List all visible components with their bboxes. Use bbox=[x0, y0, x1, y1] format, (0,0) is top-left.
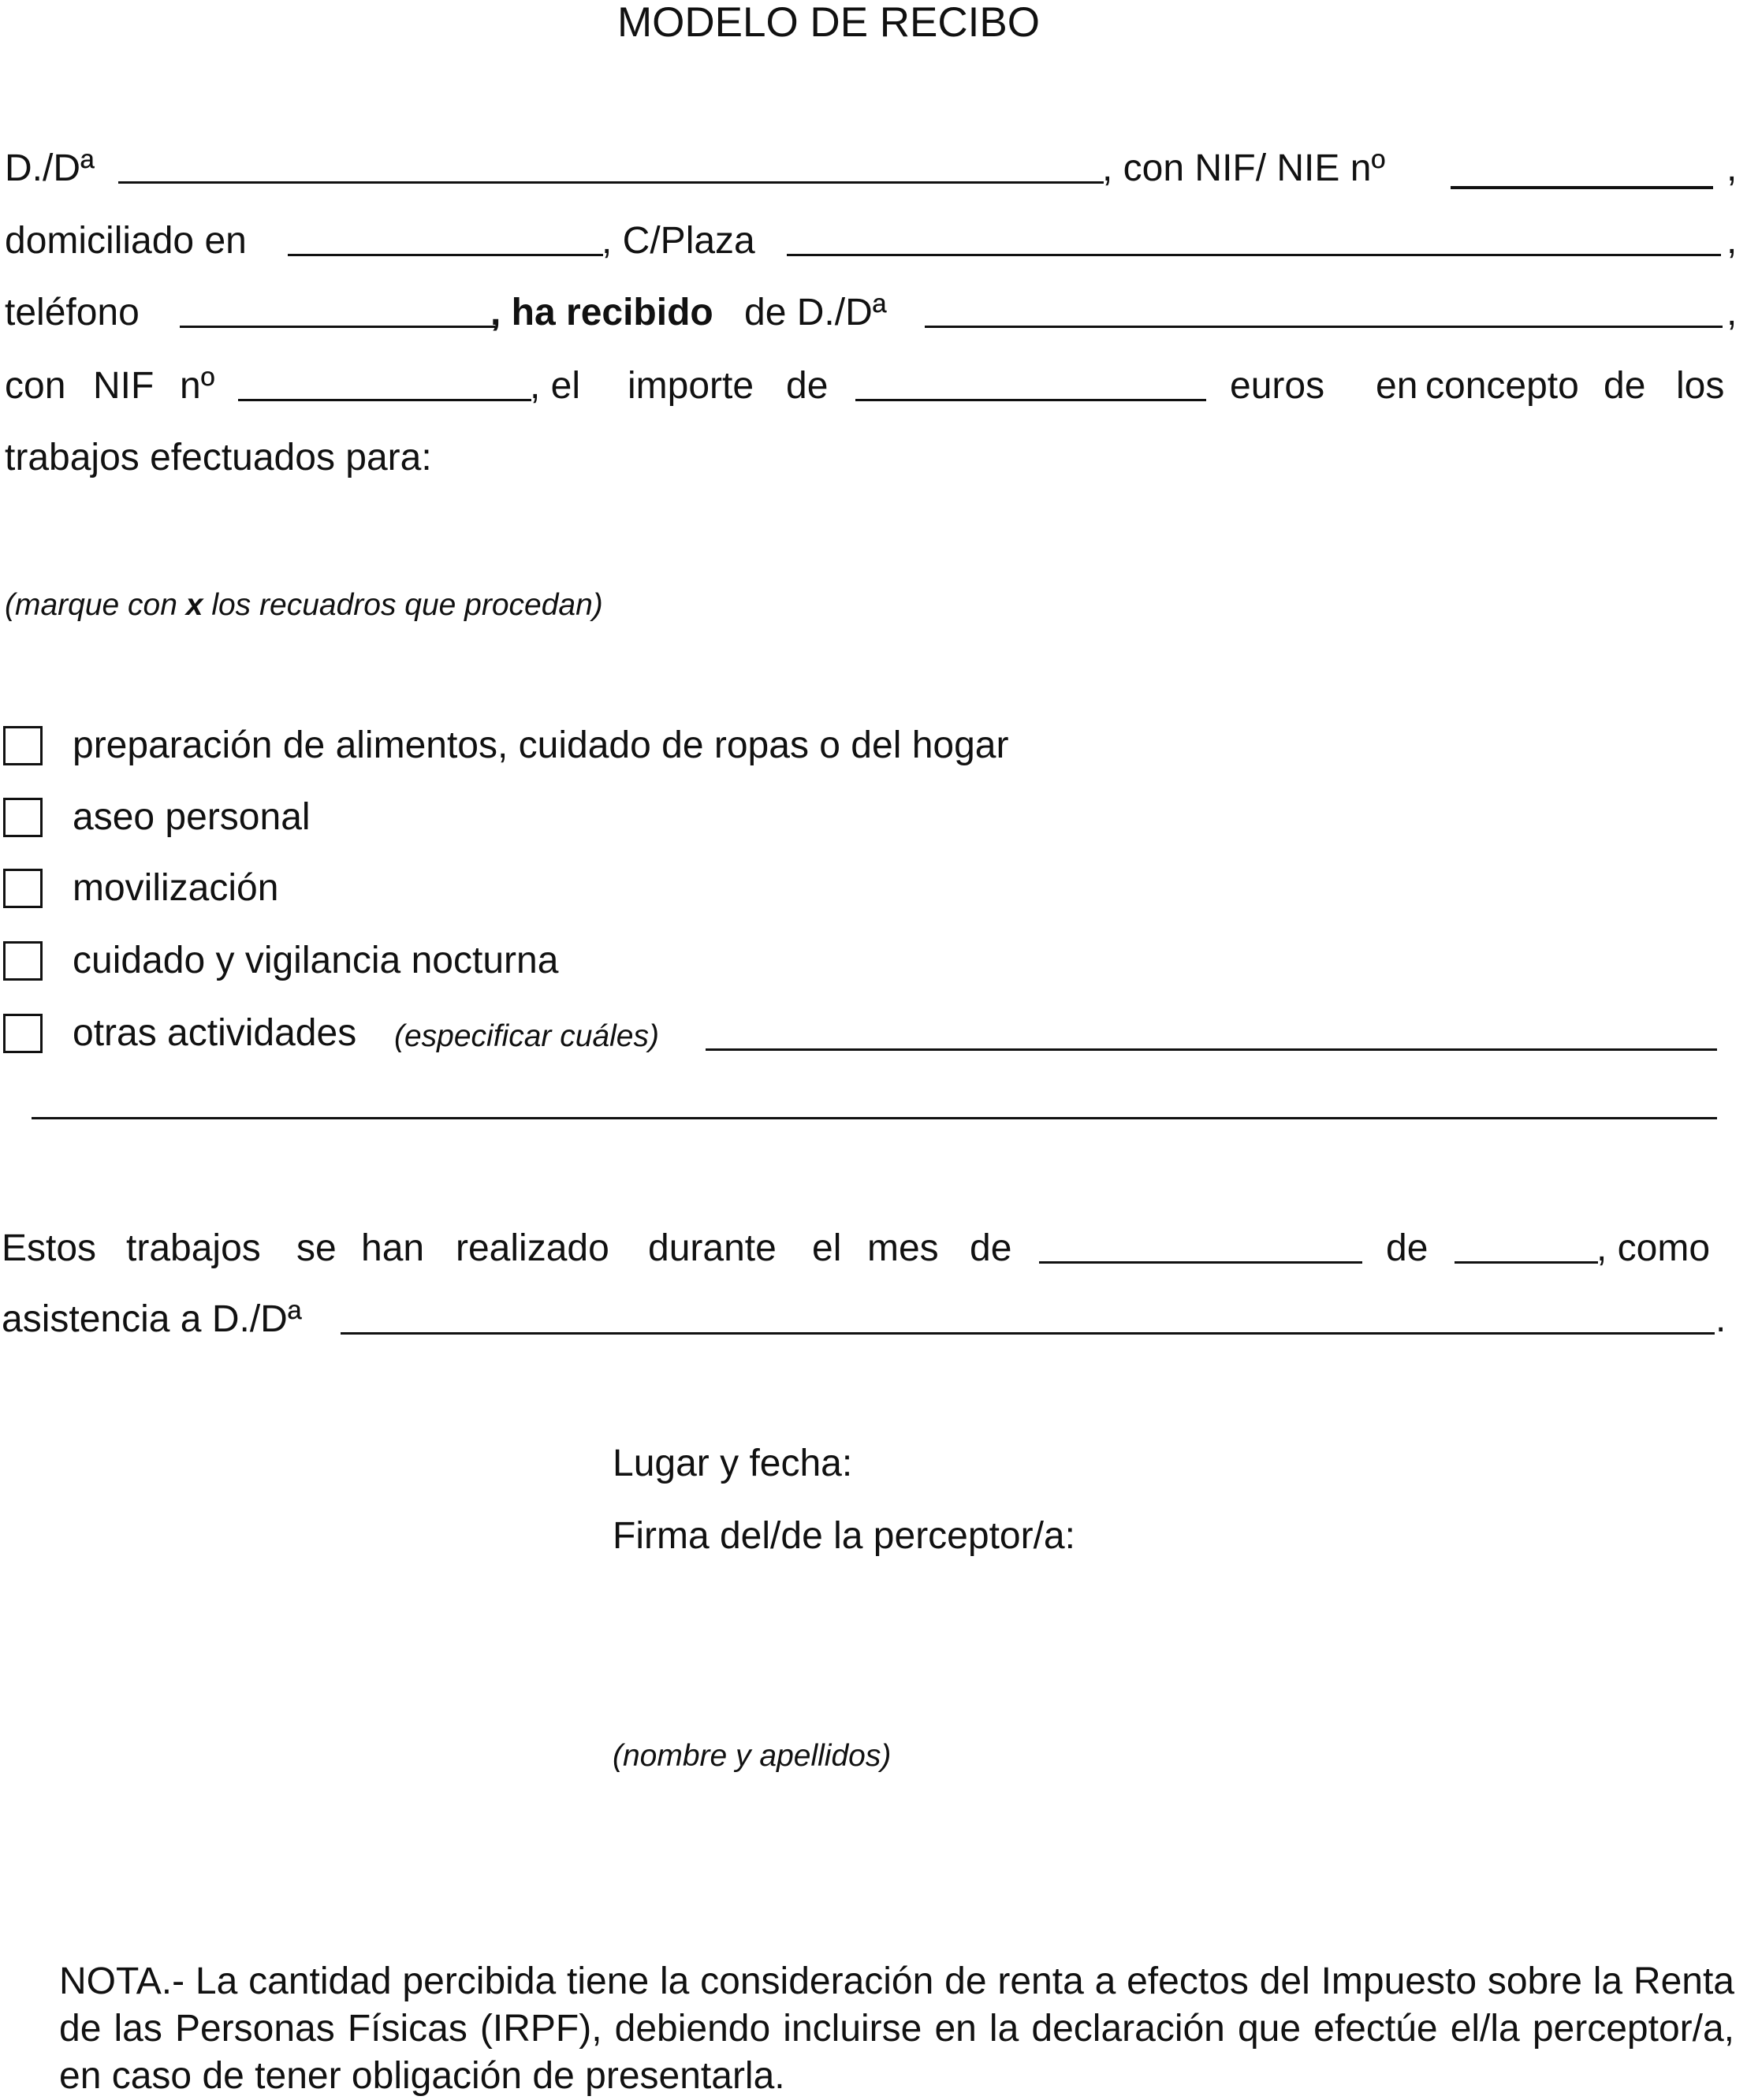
period-trabajos: trabajos bbox=[126, 1227, 261, 1269]
line3-prefix: teléfono bbox=[5, 292, 140, 333]
signature-label: Firma del/de la perceptor/a: bbox=[613, 1515, 1075, 1557]
line4-nif: NIF bbox=[93, 365, 155, 407]
instruction-x: x bbox=[185, 588, 203, 622]
period-se: se bbox=[296, 1227, 337, 1269]
line3-mid: de D./Dª bbox=[744, 292, 887, 333]
assisted-person-field[interactable] bbox=[341, 1332, 1715, 1335]
assist-prefix: asistencia a D./Dª bbox=[2, 1298, 302, 1340]
payer-name-field[interactable] bbox=[925, 326, 1723, 328]
name-field[interactable] bbox=[118, 181, 1104, 184]
option-hint-other-activities: (especificar cuáles) bbox=[394, 1019, 659, 1053]
line1-mid: , con NIF/ NIE nº bbox=[1102, 147, 1385, 189]
option-checkbox-other-activities[interactable] bbox=[3, 1014, 43, 1053]
period-realizado: realizado bbox=[456, 1227, 609, 1269]
line4-euros: euros bbox=[1230, 365, 1325, 407]
line4-los: los bbox=[1676, 365, 1725, 407]
amount-field[interactable] bbox=[855, 399, 1206, 401]
instruction-pre: (marque con bbox=[5, 588, 177, 622]
line4-el: , el bbox=[530, 365, 581, 407]
line2-suffix: , bbox=[1727, 220, 1738, 262]
other-activities-field[interactable] bbox=[706, 1048, 1717, 1051]
option-checkbox-personal-hygiene[interactable] bbox=[3, 798, 43, 837]
street-field[interactable] bbox=[787, 254, 1721, 256]
name-hint: (nombre y apellidos) bbox=[613, 1739, 892, 1773]
line4-en: en bbox=[1376, 365, 1418, 407]
line1-prefix: D./Dª bbox=[5, 147, 95, 189]
period-mes: mes bbox=[867, 1227, 939, 1269]
option-label-food-clothes-home: preparación de alimentos, cuidado de ropas o del hogar bbox=[73, 724, 1009, 766]
option-checkbox-mobilization[interactable] bbox=[3, 869, 43, 908]
line3-suffix: , bbox=[1727, 292, 1738, 333]
option-label-night-care: cuidado y vigilancia nocturna bbox=[73, 940, 559, 981]
payer-nif-field[interactable] bbox=[238, 399, 531, 401]
instruction bbox=[5, 590, 603, 620]
option-checkbox-food-clothes-home[interactable] bbox=[3, 726, 43, 765]
page-title: MODELO DE RECIBO bbox=[617, 0, 1040, 46]
line2-prefix: domiciliado en bbox=[5, 220, 247, 262]
place-date-label: Lugar y fecha: bbox=[613, 1443, 853, 1484]
period-estos: Estos bbox=[2, 1227, 97, 1269]
option-checkbox-night-care[interactable] bbox=[3, 941, 43, 981]
period-de: de bbox=[970, 1227, 1012, 1269]
line4-concepto: concepto bbox=[1425, 365, 1579, 407]
phone-field[interactable] bbox=[180, 326, 495, 328]
line2-mid: , C/Plaza bbox=[602, 220, 755, 262]
line5-text: trabajos efectuados para: bbox=[5, 437, 432, 478]
line4-importe: importe bbox=[628, 365, 754, 407]
line4-de2: de bbox=[1604, 365, 1646, 407]
received-label: , ha recibido bbox=[490, 292, 713, 333]
option-label-other-activities: otras actividades bbox=[73, 1012, 357, 1054]
period-de2: de bbox=[1386, 1227, 1429, 1269]
assist-suffix: . bbox=[1715, 1298, 1727, 1340]
option-label-personal-hygiene: aseo personal bbox=[73, 796, 311, 838]
period-han: han bbox=[361, 1227, 425, 1269]
line4-de: de bbox=[786, 365, 829, 407]
line4-no: nº bbox=[180, 365, 215, 407]
period-durante: durante bbox=[648, 1227, 777, 1269]
month-field[interactable] bbox=[1039, 1261, 1362, 1264]
domicile-field[interactable] bbox=[288, 254, 603, 256]
instruction-post: los recuadros que procedan) bbox=[211, 588, 603, 622]
line1-suffix: , bbox=[1727, 147, 1738, 189]
period-como: , como bbox=[1596, 1227, 1711, 1269]
note-paragraph: NOTA.- La cantidad percibida tiene la consideración de renta a efectos del Impuesto sobre la Renta de las Personas Físicas (IRPF), debiendo incluirse en la declaración que efectúe el/la perceptor/a, en caso de tener obligación de presentarla. bbox=[59, 1960, 1734, 2097]
other-activities-field-line2[interactable] bbox=[32, 1117, 1717, 1119]
option-label-mobilization: movilización bbox=[73, 867, 279, 909]
nif-nie-field[interactable] bbox=[1451, 186, 1713, 189]
period-el: el bbox=[812, 1227, 842, 1269]
year-field[interactable] bbox=[1455, 1261, 1598, 1264]
line4-con: con bbox=[5, 365, 66, 407]
